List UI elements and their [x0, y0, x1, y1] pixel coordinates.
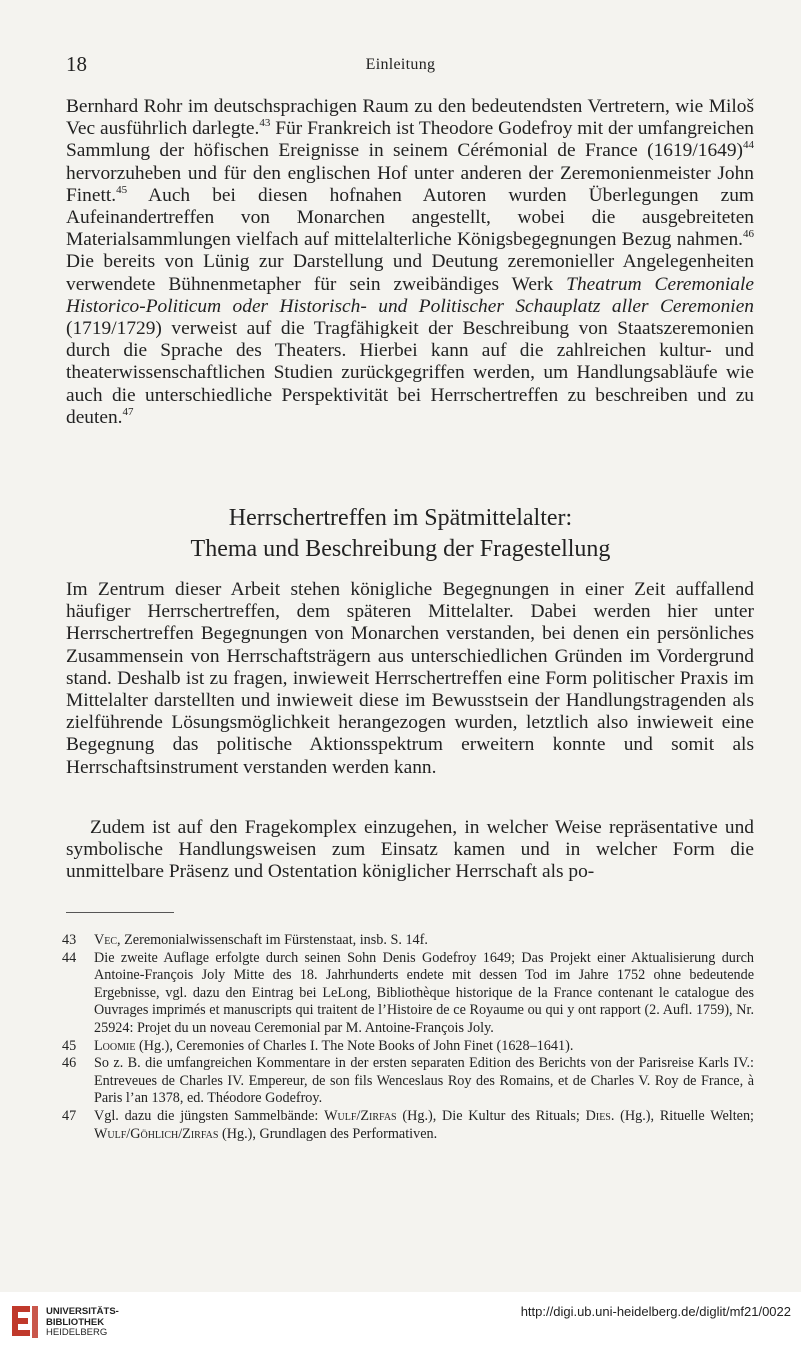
- footnote-text: (Hg.), Grundlagen des Performativen.: [218, 1125, 438, 1142]
- author-name: Wulf/Göhlich/Zirfas: [94, 1125, 219, 1142]
- footnote-text: So z. B. die umfangreichen Kommentare in der ersten separaten Edition des Berichts von der Parisreise Karls IV.: Entreveues de Charles IV. Empereur, de son fils Wenceslaus Roy des Romains, et de Charles V. Roy de France, à Paris l’an 1378, ed. Théodore Godefroy.: [94, 1055, 754, 1107]
- footnote-number: 47: [62, 1107, 77, 1124]
- footer-bar: [0, 1292, 801, 1352]
- footnote-separator: [66, 912, 174, 913]
- footnote-ref-45[interactable]: 45: [116, 183, 128, 196]
- footnote-number: 45: [62, 1037, 77, 1054]
- footnote-47: [62, 1107, 754, 1143]
- footnote-ref-43[interactable]: 43: [259, 117, 271, 130]
- footnote-44: [62, 949, 754, 1038]
- footnote-text: Vgl. dazu die jüngsten Sammelbände:: [94, 1107, 325, 1124]
- body-paragraph-1: [66, 96, 754, 429]
- footnote-number: 46: [62, 1055, 77, 1072]
- para1-text-2: Für Frankreich ist Theodore Godefroy mit der umfangreichen Sammlung der höfischen Ereignisse in seinem Cérémonial de France (1619/1649): [66, 118, 755, 162]
- para1-text-3: hervorzuheben und für den englischen Hof unter anderen der Zeremonienmeister John Finett.: [66, 162, 754, 206]
- library-name-line-3: HEIDELBERG: [46, 1327, 108, 1338]
- footnote-text: , Zeremonialwissenschaft im Fürstenstaat, insb. S. 14f.: [117, 932, 428, 948]
- work-title: Theatrum Ceremoniale Historico-Politicum oder Historisch- und Politischer Schauplatz aller Ceremonien: [66, 273, 754, 317]
- body-paragraph-2: Im Zentrum dieser Arbeit stehen königliche Begegnungen in einer Zeit auffallend häufiger Herrschertreffen, dem späteren Mittelalter. Dabei werden hier unter Herrschertreffen Begegnungen von Monarchen verstanden, bei denen ein persönliches Zusammensein von Herrschaftsträgern aus unterschiedlichen Gründen im Vordergrund stand. Deshalb ist zu fragen, inwieweit Herrschertreffen eine Form politischer Praxis im Mittelalter darstellten und inwieweit diese im Bewusstsein der Handlungstragenden als zielführende Lösungsmöglichkeit herangezogen wurden, letztlich also inwieweit eine Begegnung das politische Aktionsspektrum erweitern konnte und somit als Herrschaftsinstrument verstanden werden kann.: [66, 579, 754, 778]
- footnote-text: (Hg.), Die Kultur des Rituals;: [396, 1107, 586, 1124]
- university-library-logo-icon: [8, 1302, 42, 1342]
- para1-text-1: Bernhard Rohr im deutschsprachigen Raum zu den bedeutendsten Vertretern, wie Miloš Vec ausführlich darlegte.: [66, 96, 754, 140]
- library-name-line-2: BIBLIOTHEK: [46, 1316, 105, 1328]
- section-heading-line-2: Thema und Beschreibung der Fragestellung: [190, 536, 611, 562]
- footnote-number: 44: [62, 949, 77, 966]
- footnote-ref-44[interactable]: 44: [743, 139, 754, 152]
- footnote-ref-46[interactable]: 46: [743, 228, 754, 241]
- para1-text-5: Die bereits von Lünig zur Darstellung und Deutung zeremonieller Angelegenheiten verwendete Bühnenmetapher für sein zweibändiges Werk: [66, 251, 754, 295]
- footnote-43: [62, 932, 754, 950]
- footnote-45: [62, 1037, 754, 1056]
- footnote-text: (Hg.), Rituelle Welten;: [614, 1107, 754, 1124]
- para1-text-6: (1719/1729) verweist auf die Tragfähigkeit der Beschreibung von Staatszeremonien durch die Sprache des Theaters. Hierbei kann auf die zahlreichen kultur- und theaterwissenschaftlichen Studien zurückgegriffen werden, um Handlungsabläufe wie auch die unterschiedliche Perspektivität bei Herrschertreffen zu beschreiben und zu deuten.: [66, 318, 754, 428]
- source-url-link[interactable]: http://digi.ub.uni-heidelberg.de/diglit/mf21/0022: [520, 1304, 791, 1319]
- para1-text-4: Auch bei diesen hofnahen Autoren wurden Überlegungen zum Aufeinandertreffen von Monarchen angestellt, wobei die ausgebreiteten Materialsammlungen vielfach auf mittelalterliche Königsbegegnungen Bezug nahmen.: [66, 184, 754, 251]
- author-name: Loomie: [94, 1037, 136, 1054]
- author-name: Vec: [94, 932, 118, 948]
- footnote-text: (Hg.), Ceremonies of Charles I. The Note Books of John Finet (1628–1641).: [135, 1037, 574, 1054]
- body-paragraph-3: Zudem ist auf den Fragekomplex einzugehen, in welcher Weise repräsentative und symbolische Handlungsweisen zum Einsatz kamen und in welcher Form die unmittelbare Präsenz und Ostentation königlicher Herrschaft als po-: [66, 817, 754, 883]
- footnote-number: 43: [62, 932, 77, 948]
- footnotes: [62, 932, 754, 1143]
- page-number: 18: [66, 52, 87, 76]
- library-name: [46, 1307, 119, 1339]
- footnote-ref-47[interactable]: 47: [122, 405, 134, 418]
- author-name: Wulf/Zirfas: [324, 1107, 397, 1124]
- author-name: Dies.: [585, 1107, 615, 1124]
- library-name-line-1: UNIVERSITÄTS-: [46, 1306, 119, 1317]
- running-head: Einleitung: [365, 56, 436, 73]
- section-heading-line-1: Herrschertreffen im Spätmittelalter:: [228, 505, 573, 531]
- footnote-46: [62, 1055, 754, 1108]
- footnote-text: Die zweite Auflage erfolgte durch seinen Sohn Denis Godefroy 1649; Das Projekt einer Aktualisierung durch Antoine-François Joly Mitte des 18. Jahrhunderts endete mit dessen Tod im Jahre 1752 ohne bedeutende Ergebnisse, vgl. dazu den Eintrag bei LeLong, Bibliothèque historique de la France contenant le catalogue des Ouvrages imprimés et manuscripts qui traitent de l’Histoire de ce Royaume ou qui y ont rapport (2. Aufl. 1759), Nr. 25924: Projet du un noveau Ceremonial par M. Antoine-François Joly.: [94, 949, 754, 1036]
